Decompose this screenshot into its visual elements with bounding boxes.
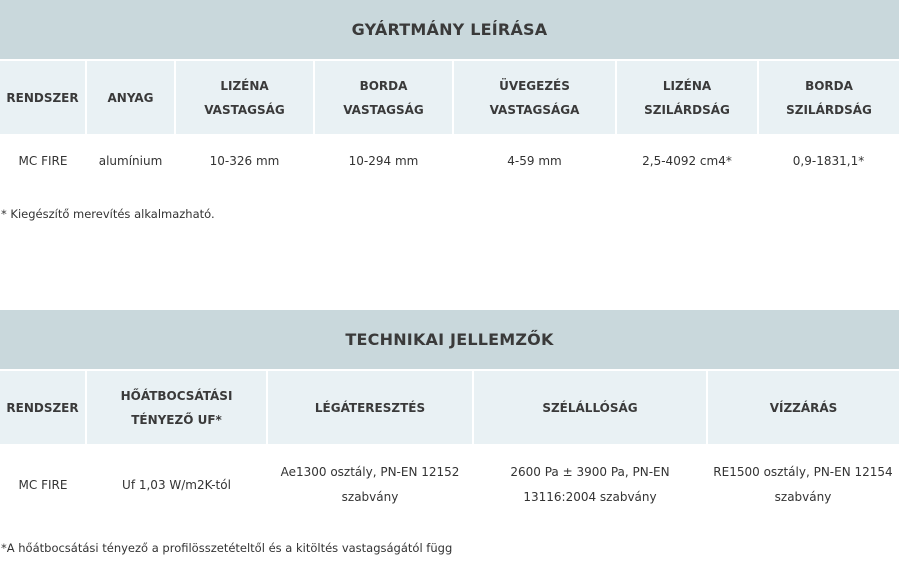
section-title-product-description: GYÁRTMÁNY LEÍRÁSA bbox=[0, 0, 899, 59]
header-material: ANYAG bbox=[86, 61, 175, 134]
header-lesene-thickness: LIZÉNA VASTAGSÁG bbox=[175, 61, 314, 134]
cell-lesene-thickness: 10-326 mm bbox=[209, 153, 280, 168]
header-wind-resistance: SZÉLÁLLÓSÁG bbox=[473, 371, 707, 444]
header-system: RENDSZER bbox=[0, 371, 86, 444]
cell-water-tightness: RE1500 osztály, PN-EN 12154 szabvány bbox=[713, 465, 893, 504]
table-header-row bbox=[0, 371, 899, 444]
header-thermal-transmittance: HŐÁTBOCSÁTÁSI TÉNYEZŐ UF* bbox=[86, 371, 267, 444]
cell-glazing-thickness: 4-59 mm bbox=[507, 153, 562, 168]
cell-lesene-strength: 2,5-4092 cm4* bbox=[642, 153, 732, 168]
header-rib-thickness: BORDA VASTAGSÁG bbox=[314, 61, 453, 134]
section-title-technical-properties: TECHNIKAI JELLEMZŐK bbox=[0, 310, 899, 369]
table-header-row bbox=[0, 61, 899, 134]
cell-rib-thickness: 10-294 mm bbox=[348, 153, 419, 168]
cell-rib-strength: 0,9-1831,1* bbox=[792, 153, 865, 168]
footnote-thermal-transmittance: *A hőátbocsátási tényező a profilösszetételtől és a kitöltés vastagságától függ bbox=[1, 541, 453, 555]
cell-air-permeability: Ae1300 osztály, PN-EN 12152 szabvány bbox=[280, 465, 460, 504]
header-air-permeability: LÉGÁTERESZTÉS bbox=[267, 371, 473, 444]
cell-system: MC FIRE bbox=[18, 477, 68, 492]
technical-properties-table bbox=[0, 371, 899, 526]
table-row bbox=[0, 134, 899, 188]
product-description-table bbox=[0, 61, 899, 188]
cell-system: MC FIRE bbox=[18, 153, 68, 168]
header-water-tightness: VÍZZÁRÁS bbox=[707, 371, 899, 444]
footnote-stiffening: * Kiegészítő merevítés alkalmazható. bbox=[1, 207, 215, 221]
header-lesene-strength: LIZÉNA SZILÁRDSÁG bbox=[616, 61, 758, 134]
header-system: RENDSZER bbox=[0, 61, 86, 134]
table-row bbox=[0, 444, 899, 526]
header-rib-strength: BORDA SZILÁRDSÁG bbox=[758, 61, 899, 134]
cell-wind-resistance: 2600 Pa ± 3900 Pa, PN-EN 13116:2004 szabvány bbox=[510, 465, 670, 504]
header-glazing-thickness: ÜVEGEZÉS VASTAGSÁGA bbox=[453, 61, 616, 134]
cell-material: alumínium bbox=[98, 153, 163, 168]
cell-thermal-transmittance: Uf 1,03 W/m2K-tól bbox=[122, 477, 231, 492]
